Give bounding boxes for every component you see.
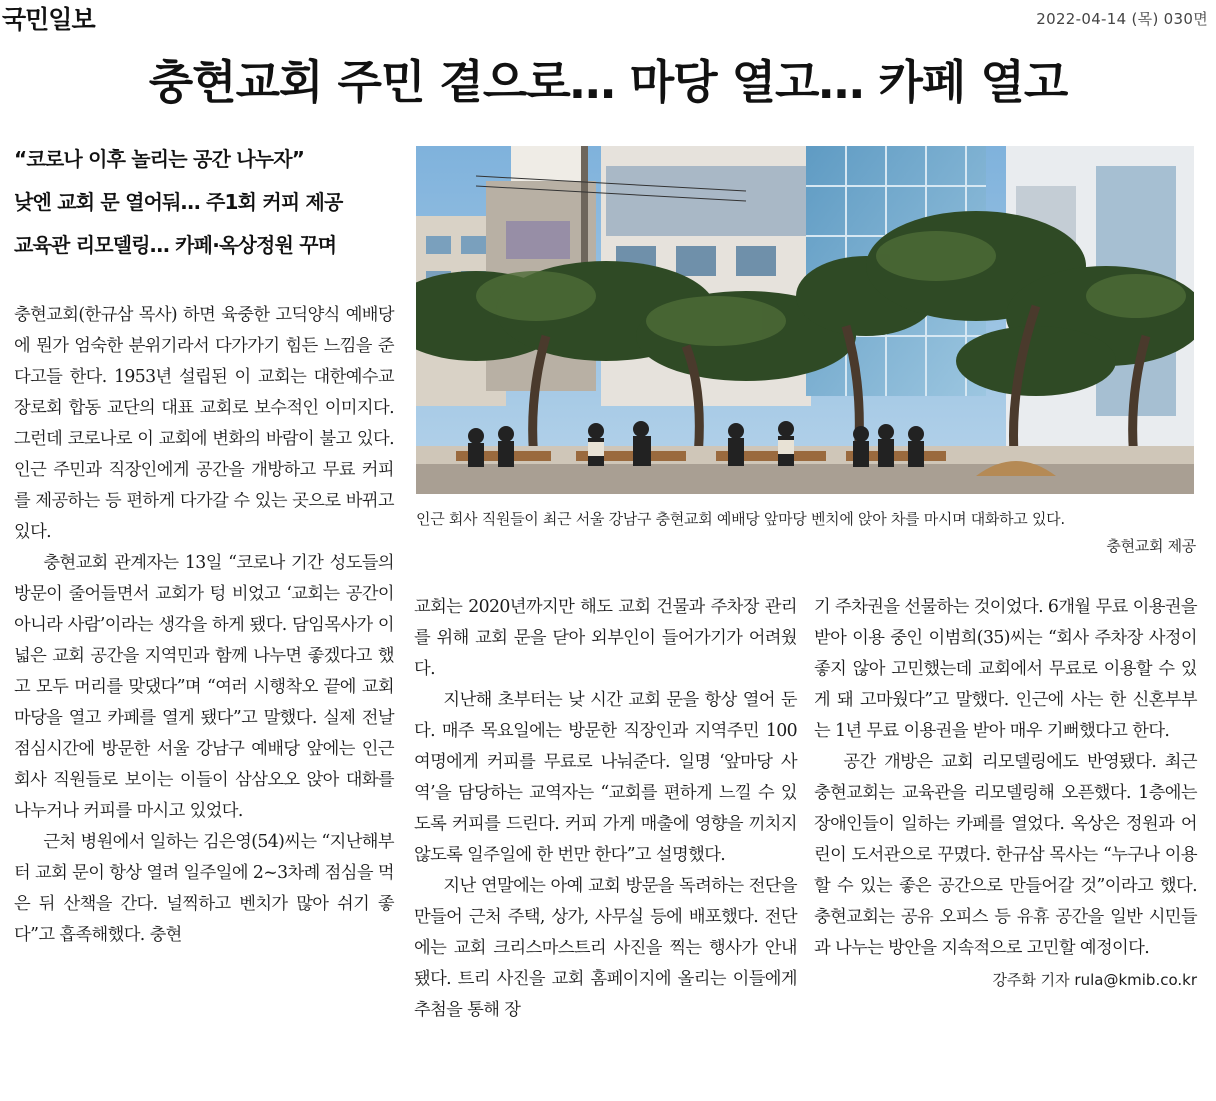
photo-caption bbox=[416, 506, 1196, 560]
subhead-1: “코로나 이후 놀리는 공간 나누자” bbox=[14, 147, 305, 171]
subhead-2: 낮엔 교회 문 열어둬… 주1회 커피 제공 bbox=[14, 190, 343, 214]
article-photo bbox=[416, 146, 1194, 494]
paragraph: 지난해 초부터는 낮 시간 교회 문을 항상 열어 둔다. 매주 목요일에는 방문한 직장인과 지역주민 100여명에게 커피를 무료로 나눠준다. 일명 ‘앞마당 사역’을 담당하는 교역자는 “교회를 편하게 느낄 수 있도록 커피를 드린다. 커피 가게 매출에 영향을 끼치지 않도록 일주일에 한 번만 한다”고 설명했다. bbox=[414, 690, 797, 865]
subhead-3: 교육관 리모델링… 카페·옥상정원 꾸며 bbox=[14, 233, 337, 257]
newspaper-masthead: 국민일보 bbox=[2, 5, 95, 34]
paragraph: 교회는 2020년까지만 해도 교회 건물과 주차장 관리를 위해 교회 문을 닫아 외부인이 들어가기가 어려웠다. bbox=[414, 597, 797, 679]
subheads bbox=[14, 146, 399, 275]
caption-text: 인근 회사 직원들이 최근 서울 강남구 충현교회 예배당 앞마당 벤치에 앉아 차를 마시며 대화하고 있다. bbox=[416, 510, 1065, 528]
paragraph: 근처 병원에서 일하는 김은영(54)씨는 “지난해부터 교회 문이 항상 열려 일주일에 2~3차례 점심을 먹은 뒤 산책을 간다. 널찍하고 벤치가 많아 쉬기 좋다”고 흡족해했다. 충현 bbox=[14, 832, 394, 945]
article-column-2 bbox=[414, 592, 797, 1026]
byline: 강주화 기자 rula@kmib.co.kr bbox=[992, 971, 1197, 989]
paragraph: 충현교회(한규삼 목사) 하면 육중한 고딕양식 예배당에 뭔가 엄숙한 분위기라서 다가가기 힘든 느낌을 준다고들 한다. 1953년 설립된 이 교회는 대한예수교장로회 합동 교단의 대표 교회로 보수적인 이미지다. 그런데 코로나로 이 교회에 변화의 바람이 불고 있다. 인근 주민과 직장인에게 공간을 개방하고 무료 커피를 제공하는 등 편하게 다가갈 수 있는 곳으로 바뀌고 있다. bbox=[14, 305, 394, 542]
paragraph: 지난 연말에는 아예 교회 방문을 독려하는 전단을 만들어 근처 주택, 상가, 사무실 등에 배포했다. 전단에는 교회 크리스마스트리 사진을 찍는 행사가 안내됐다. 트리 사진을 교회 홈페이지에 올리는 이들에게 추첨을 통해 장 bbox=[414, 876, 797, 1020]
photo-credit: 충현교회 제공 bbox=[1106, 537, 1196, 555]
article-column-1 bbox=[14, 300, 394, 951]
article-headline: 충현교회 주민 곁으로… 마당 열고… 카페 열고 bbox=[148, 55, 1068, 109]
paragraph: 기 주차권을 선물하는 것이었다. 6개월 무료 이용권을 받아 이용 중인 이범희(35)씨는 “회사 주차장 사정이 좋지 않아 고민했는데 교회에서 무료로 이용할 수 있게 돼 고마웠다”고 말했다. 인근에 사는 한 신혼부부는 1년 무료 이용권을 받아 매우 기뻐했다고 한다. bbox=[814, 597, 1197, 741]
dateline: 2022-04-14 (목) 030면 bbox=[1036, 10, 1208, 28]
paragraph: 충현교회 관계자는 13일 “코로나 기간 성도들의 방문이 줄어들면서 교회가 텅 비었고 ‘교회는 공간이 아니라 사람’이라는 생각을 하게 됐다. 담임목사가 이 넓은 교회 공간을 지역민과 함께 나누면 좋겠다고 했고 모두 머리를 맞댔다”며 “여러 시행착오 끝에 교회 마당을 열고 카페를 열게 됐다”고 말했다. 실제 전날 점심시간에 방문한 서울 강남구 예배당 앞에는 인근 회사 직원들로 보이는 이들이 삼삼오오 앉아 대화를 나누거나 커피를 마시고 있었다. bbox=[14, 553, 394, 821]
paragraph-text: 공간 개방은 교회 리모델링에도 반영됐다. 최근 충현교회는 교육관을 리모델링해 오픈했다. 1층에는 장애인들이 일하는 카페를 열었다. 옥상은 정원과 어린이 도서관으로 꾸몄다. 한규삼 목사는 “누구나 이용할 수 있는 좋은 공간으로 만들어갈 것”이라고 했다. 충현교회는 공유 오피스 등 유휴 공간을 일반 시민들과 나누는 방안을 지속적으로 고민할 예정이다. bbox=[814, 752, 1197, 958]
paragraph bbox=[814, 747, 1197, 989]
article-column-3 bbox=[814, 592, 1197, 996]
